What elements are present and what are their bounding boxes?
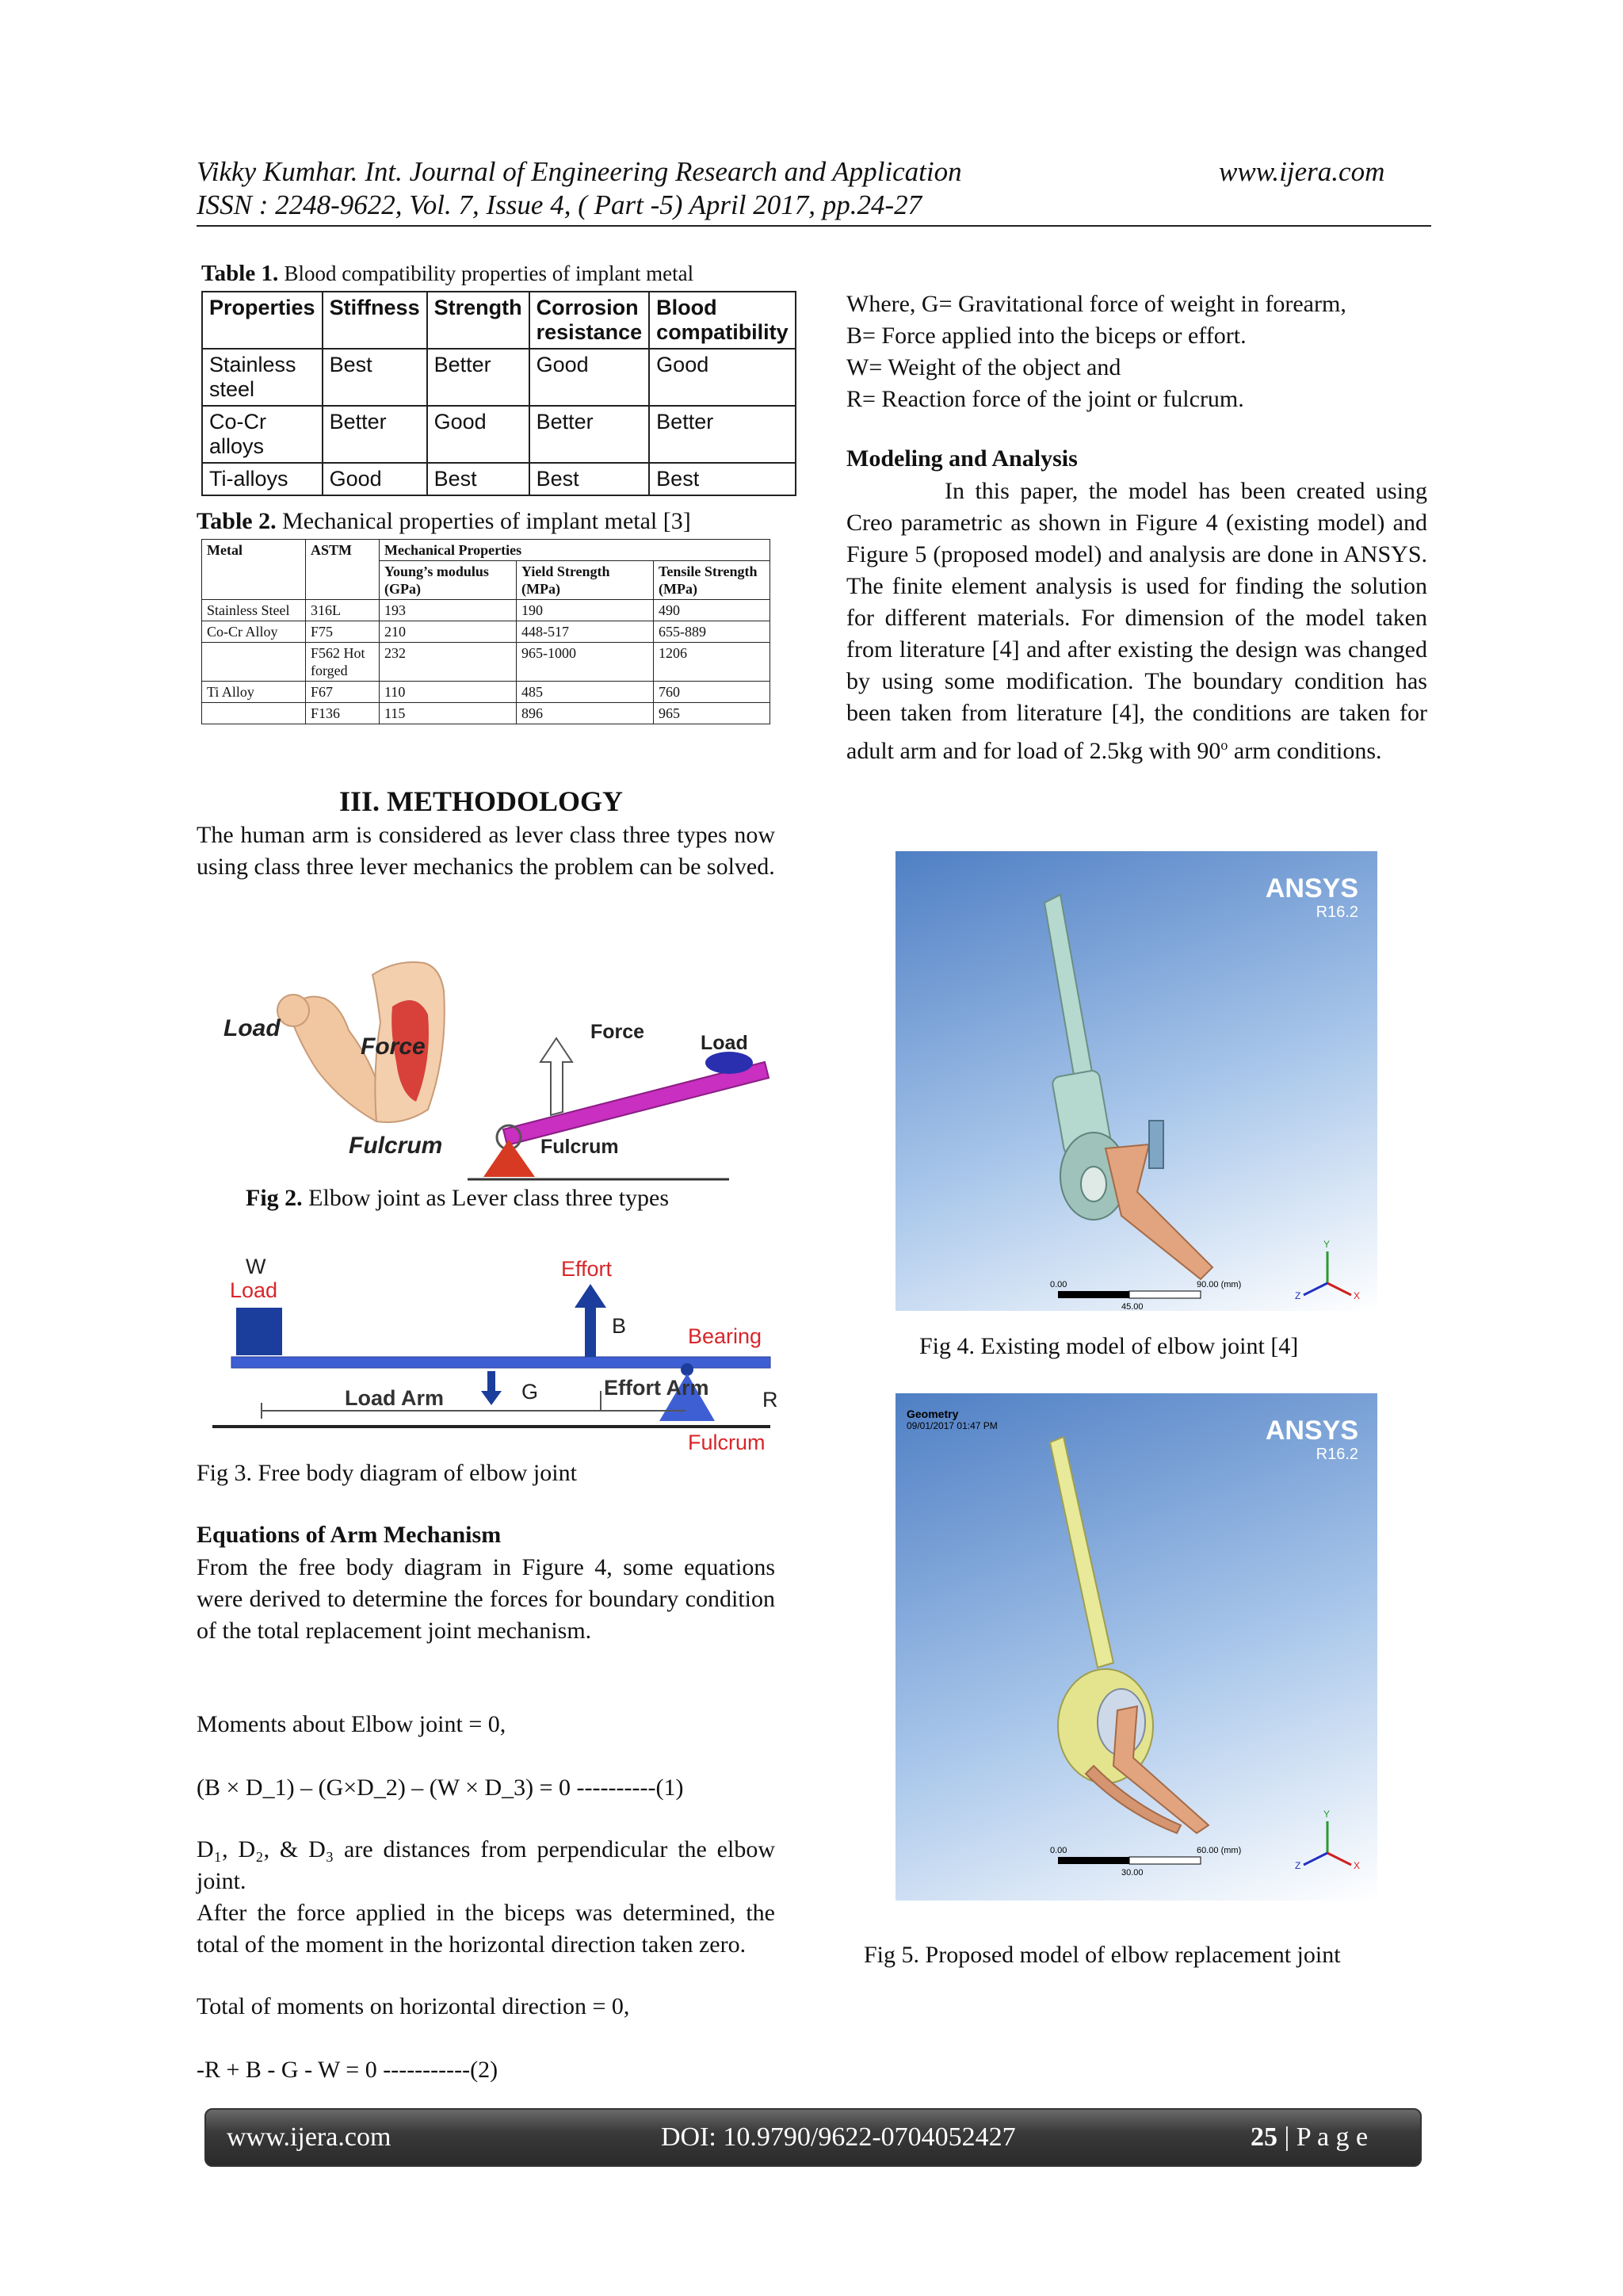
modeling-text-end: arm conditions. bbox=[1228, 738, 1382, 764]
fig2-lever-fulcrum: Fulcrum bbox=[540, 1136, 619, 1158]
methodology-heading: III. METHODOLOGY bbox=[339, 785, 624, 817]
table1-cell: Best bbox=[649, 463, 796, 495]
fig4-axis-y: Y bbox=[1323, 1239, 1331, 1250]
journal-issn: ISSN : 2248-9622, Vol. 7, Issue 4, ( Part -5) April 2017, pp.24-27 bbox=[197, 189, 922, 220]
fig3-b: B bbox=[612, 1314, 627, 1338]
fulcrum-triangle bbox=[483, 1140, 535, 1177]
fig5-date: 09/01/2017 01:47 PM bbox=[907, 1420, 998, 1431]
table2-cell: F562 Hot forged bbox=[306, 643, 380, 682]
table2-header-row bbox=[202, 540, 770, 561]
table2-cell bbox=[202, 703, 306, 724]
table-row bbox=[202, 682, 770, 703]
fig3-free-body-diagram bbox=[206, 1248, 785, 1458]
page-number: 25 bbox=[1251, 2122, 1277, 2152]
table1-cell: Good bbox=[649, 349, 796, 406]
table2-cell: F75 bbox=[306, 621, 380, 643]
table2-cell: 448-517 bbox=[517, 621, 654, 643]
axis-z-line bbox=[1304, 1853, 1327, 1865]
table-row bbox=[202, 643, 770, 682]
axis-x-line bbox=[1327, 1283, 1351, 1295]
table-row bbox=[202, 463, 796, 495]
load-box bbox=[236, 1308, 282, 1355]
table1-cell: Ti-alloys bbox=[202, 463, 323, 495]
equations-heading: Equations of Arm Mechanism bbox=[197, 1522, 502, 1548]
table2-cell: 965 bbox=[654, 703, 770, 724]
fig3-load-arm: Load Arm bbox=[345, 1386, 445, 1410]
fig2-caption-text: Elbow joint as Lever class three types bbox=[308, 1185, 670, 1211]
equation-1: (B × D_1) – (G×D_2) – (W × D_3) = 0 ----------(1) bbox=[197, 1775, 684, 1801]
fig2-illustration bbox=[214, 943, 777, 1189]
total-moments-statement: Total of moments on horizontal direction = 0, bbox=[197, 1993, 630, 2019]
table1-cell: Best bbox=[323, 349, 427, 406]
table2-cell: 655-889 bbox=[654, 621, 770, 643]
lever-beam bbox=[503, 1062, 769, 1145]
scale-bar-white bbox=[1129, 1291, 1201, 1298]
table1-caption bbox=[201, 258, 693, 288]
definition-g: Where, G= Gravitational force of weight in forearm, bbox=[846, 291, 1346, 317]
table1-header-row bbox=[202, 292, 796, 349]
modeling-text: In this paper, the model has been created using Creo parametric as shown in Figure 4 (existing model) and Figure 5 (proposed model) and analysis are done in ANSYS. The finite element analysis is used for finding the solution for different materials. For dimension of the model taken from literature [4] and after existing the design was changed by using some modification. The boundary condition has been taken from literature [4], the conditions are taken for adult arm and for load of 2.5kg with 90 bbox=[846, 478, 1427, 764]
fig5-geometry-title: Geometry bbox=[907, 1408, 959, 1420]
scale-bar-black bbox=[1058, 1291, 1129, 1298]
fig4-scale-mid: 45.00 bbox=[1121, 1302, 1144, 1311]
fig5-scale-mid: 30.00 bbox=[1121, 1868, 1144, 1878]
table2-cell: Co-Cr Alloy bbox=[202, 621, 306, 643]
table2-cell: F67 bbox=[306, 682, 380, 703]
fig5-axis-y: Y bbox=[1323, 1809, 1331, 1820]
table1-header-cell: Blood compatibility bbox=[649, 292, 796, 349]
fig5-caption: Fig 5. Proposed model of elbow replacement joint bbox=[864, 1942, 1341, 1968]
table2-cell: 760 bbox=[654, 682, 770, 703]
table2-cell: 896 bbox=[517, 703, 654, 724]
table-row bbox=[202, 349, 796, 406]
table1-cell: Co-Cr alloys bbox=[202, 406, 323, 463]
table1-caption-label: Table 1. bbox=[201, 261, 279, 286]
fig2-caption-label: Fig 2. bbox=[246, 1185, 303, 1211]
fig4-axis-x: X bbox=[1354, 1290, 1361, 1301]
table1-cell: Better bbox=[427, 349, 529, 406]
axis-x-line bbox=[1327, 1853, 1351, 1865]
table2-header-tensile: Tensile Strength (MPa) bbox=[654, 561, 770, 600]
effort-arrow bbox=[575, 1284, 606, 1357]
fig2-lever-load: Load bbox=[701, 1032, 748, 1054]
proposed-model-svg bbox=[896, 1393, 1377, 1901]
table-row bbox=[202, 703, 770, 724]
fig5-ansys-render bbox=[896, 1393, 1377, 1901]
table1-cell: Stainless steel bbox=[202, 349, 323, 406]
table1-header-cell: Stiffness bbox=[323, 292, 427, 349]
fig4-ansys-render bbox=[896, 851, 1377, 1311]
fig3-bearing: Bearing bbox=[688, 1324, 762, 1348]
where-definitions bbox=[846, 288, 1429, 415]
header-rule bbox=[197, 225, 1431, 227]
table2-cell: 490 bbox=[654, 600, 770, 621]
table1-cell: Better bbox=[323, 406, 427, 463]
table2-cell: 485 bbox=[517, 682, 654, 703]
table1-cell: Good bbox=[323, 463, 427, 495]
table2-cell: 193 bbox=[380, 600, 517, 621]
load-blob bbox=[705, 1052, 753, 1074]
fig4-axis-z: Z bbox=[1295, 1290, 1301, 1301]
degree-sup: o bbox=[1220, 737, 1228, 753]
ansys-logo: ANSYS bbox=[1265, 873, 1358, 904]
table1-cell: Good bbox=[427, 406, 529, 463]
footer-page bbox=[1251, 2122, 1368, 2153]
equations-paragraph: From the free body diagram in Figure 4, some equations were derived to determine the forces for boundary condition of the total replacement joint mechanism. bbox=[197, 1554, 775, 1644]
fig3-effort: Effort bbox=[561, 1257, 613, 1281]
scale-bar-white bbox=[1129, 1857, 1201, 1864]
scale-bar-black bbox=[1058, 1857, 1129, 1864]
fig5-axis-x: X bbox=[1354, 1860, 1361, 1871]
table2-caption bbox=[197, 506, 691, 537]
table2-cell: 115 bbox=[380, 703, 517, 724]
equation-2: -R + B - G - W = 0 -----------(2) bbox=[197, 2057, 498, 2083]
force-arrow bbox=[540, 1038, 572, 1115]
fig3-w: W bbox=[246, 1255, 266, 1278]
ansys-logo: ANSYS bbox=[1265, 1415, 1358, 1446]
page-label: | P a g e bbox=[1277, 2122, 1369, 2152]
table2-header-mech: Mechanical Properties bbox=[380, 540, 770, 561]
table2-cell: Stainless Steel bbox=[202, 600, 306, 621]
table-row bbox=[202, 600, 770, 621]
lever-diagram bbox=[214, 943, 777, 1189]
table1-cell: Better bbox=[649, 406, 796, 463]
table2-caption-text: Mechanical properties of implant metal [3] bbox=[282, 508, 691, 534]
forearm-part bbox=[1113, 1706, 1209, 1833]
free-body-svg bbox=[206, 1248, 785, 1458]
fig3-caption: Fig 3. Free body diagram of elbow joint bbox=[197, 1460, 577, 1486]
fig2-label-load: Load bbox=[223, 1015, 281, 1041]
side-plate bbox=[1149, 1121, 1163, 1168]
table2-cell: 316L bbox=[306, 600, 380, 621]
distances-paragraph: D₁, D₂, & D₃ are distances from perpendicular the elbow joint. bbox=[197, 1836, 775, 1894]
journal-website[interactable]: www.ijera.com bbox=[1219, 156, 1385, 187]
fig3-load: Load bbox=[230, 1278, 278, 1302]
table2-header-yield: Yield Strength (MPa) bbox=[517, 561, 654, 600]
axis-z-line bbox=[1304, 1283, 1327, 1295]
fig3-effort-arm: Effort Arm bbox=[604, 1376, 709, 1400]
table1-header-cell: Strength bbox=[427, 292, 529, 349]
fig3-r: R bbox=[762, 1388, 778, 1412]
fig4-scale-0: 0.00 bbox=[1050, 1280, 1067, 1289]
fist-shape bbox=[277, 995, 309, 1026]
definition-r: R= Reaction force of the joint or fulcrum. bbox=[846, 386, 1244, 412]
joint-hole bbox=[1081, 1167, 1106, 1201]
horizontal-paragraph: After the force applied in the biceps was determined, the total of the moment in the horizontal direction taken zero. bbox=[197, 1900, 775, 1958]
table2-header-astm: ASTM bbox=[306, 540, 380, 600]
footer-website[interactable]: www.ijera.com bbox=[227, 2122, 391, 2152]
table-row bbox=[202, 621, 770, 643]
fig2-lever-force: Force bbox=[590, 1021, 645, 1043]
footer-doi: DOI: 10.9790/9622-0704052427 bbox=[661, 2122, 1016, 2152]
fig2-label-force: Force bbox=[361, 1033, 426, 1060]
modeling-heading: Modeling and Analysis bbox=[846, 445, 1078, 472]
stem-part bbox=[1050, 1437, 1113, 1668]
table2-cell: 1206 bbox=[654, 643, 770, 682]
methodology-paragraph: The human arm is considered as lever class three types now using class three lever mechanics the problem can be solved. bbox=[197, 822, 775, 880]
table2 bbox=[201, 539, 770, 724]
table1-cell: Best bbox=[529, 463, 650, 495]
fig2-label-fulcrum: Fulcrum bbox=[349, 1133, 443, 1159]
fig5-scale-0: 0.00 bbox=[1050, 1846, 1067, 1855]
moments-statement: Moments about Elbow joint = 0, bbox=[197, 1711, 506, 1737]
table2-cell: 965-1000 bbox=[517, 643, 654, 682]
table2-header-metal: Metal bbox=[202, 540, 306, 600]
ansys-version: R16.2 bbox=[1316, 904, 1358, 921]
table1-cell: Better bbox=[529, 406, 650, 463]
table2-cell: F136 bbox=[306, 703, 380, 724]
fig4-scale-max: 90.00 (mm) bbox=[1197, 1280, 1242, 1289]
table2-cell: 190 bbox=[517, 600, 654, 621]
definition-w: W= Weight of the object and bbox=[846, 354, 1121, 380]
table1-header-cell: Properties bbox=[202, 292, 323, 349]
table1 bbox=[201, 291, 796, 496]
table2-header-young: Young’s modulus (GPa) bbox=[380, 561, 517, 600]
table1-cell: Best bbox=[427, 463, 529, 495]
table2-cell: 232 bbox=[380, 643, 517, 682]
journal-header: Vikky Kumhar. Int. Journal of Engineering Research and Application bbox=[197, 156, 962, 187]
existing-model-svg bbox=[896, 851, 1377, 1311]
stem-part bbox=[1044, 895, 1094, 1089]
table2-caption-label: Table 2. bbox=[197, 508, 277, 534]
fig5-axis-z: Z bbox=[1295, 1860, 1301, 1871]
table1-cell: Good bbox=[529, 349, 650, 406]
table-row bbox=[202, 406, 796, 463]
fig2-caption bbox=[246, 1183, 669, 1213]
g-arrow bbox=[481, 1371, 502, 1405]
table2-cell: 210 bbox=[380, 621, 517, 643]
fig3-g: G bbox=[521, 1380, 539, 1404]
table2-cell bbox=[202, 643, 306, 682]
fig3-fulcrum: Fulcrum bbox=[688, 1431, 766, 1454]
table2-cell: 110 bbox=[380, 682, 517, 703]
table1-header-cell: Corrosion resistance bbox=[529, 292, 650, 349]
page-footer bbox=[204, 2108, 1422, 2167]
modeling-paragraph bbox=[846, 476, 1427, 767]
fig4-caption: Fig 4. Existing model of elbow joint [4] bbox=[919, 1333, 1299, 1359]
definition-b: B= Force applied into the biceps or effort. bbox=[846, 323, 1247, 349]
table1-caption-text: Blood compatibility properties of implant metal bbox=[284, 262, 694, 285]
table2-cell: Ti Alloy bbox=[202, 682, 306, 703]
ansys-version: R16.2 bbox=[1316, 1446, 1358, 1463]
fig5-scale-max: 60.00 (mm) bbox=[1197, 1846, 1242, 1855]
